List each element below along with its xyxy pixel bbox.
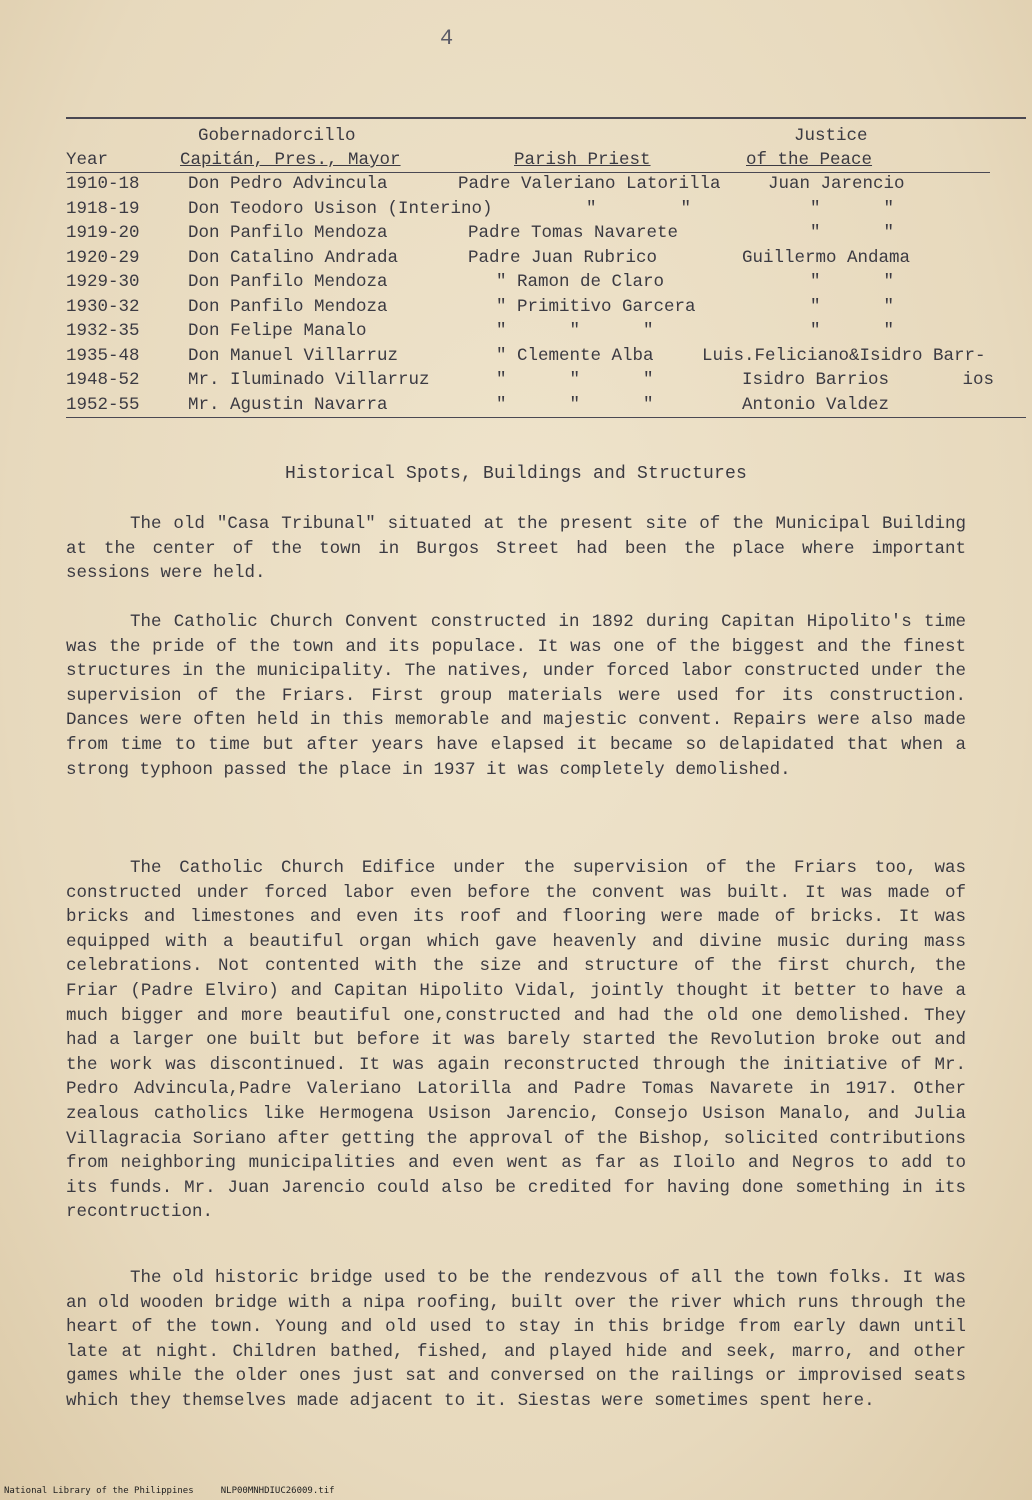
table-row: [66, 344, 1026, 369]
header-capitan: Capitán, Pres., Mayor: [180, 150, 401, 170]
table-top-rule: [66, 117, 1026, 119]
row-justice: " ": [810, 198, 895, 219]
row-year: 1920-29: [66, 247, 140, 268]
row-gobernadorcillo: Don Manuel Villarruz: [188, 345, 399, 366]
paragraph-church-edifice: [66, 856, 966, 1225]
scan-footer: National Library of the Philippines NLP00MNHDIUC26009.tif: [4, 1486, 335, 1496]
table-row: [66, 295, 1026, 320]
row-year: 1919-20: [66, 223, 140, 243]
table-row: [66, 393, 1026, 418]
row-gobernadorcillo: Don Panfilo Mendoza: [188, 223, 388, 243]
header-parish-priest: Parish Priest: [514, 150, 651, 170]
officials-table: [66, 120, 1026, 417]
row-gobernadorcillo: Don Pedro Advincula: [188, 174, 388, 194]
row-justice: Guillermo Andama: [742, 247, 911, 268]
header-of-the-peace: of the Peace: [746, 150, 873, 170]
row-year: 1929-30: [66, 272, 140, 292]
row-parish-priest: Padre Tomas Navarete: [468, 223, 679, 243]
paragraph-text: The old "Casa Tribunal" situated at the present site of the Municipal Building at the center of the town in Burgos Street had been the place where important sessions were held.: [66, 514, 966, 584]
row-justice: Juan Jarencio: [768, 174, 905, 194]
row-gobernadorcillo: Don Catalino Andrada: [188, 247, 399, 268]
row-parish-priest: Padre Valeriano Latorilla: [458, 174, 721, 194]
row-parish-priest: " Primitivo Garcera: [496, 296, 696, 317]
row-year: 1932-35: [66, 321, 140, 341]
row-justice: Antonio Valdez: [742, 394, 890, 415]
paragraph-church-convent: [66, 610, 966, 782]
paragraph-casa-tribunal: [66, 512, 966, 586]
row-justice: " ": [810, 296, 895, 317]
paragraph-historic-bridge: [66, 1266, 966, 1414]
table-rows: [66, 172, 1026, 417]
row-justice: Isidro Barrios ios: [742, 370, 995, 390]
header-justice: Justice: [794, 126, 868, 146]
paragraph-text: The old historic bridge used to be the rendezvous of all the town folks. It was an old wooden bridge with a nipa roofing, built over the river which runs through the heart of the town. Young and old used to stay in this bridge from early dawn until late at night. Children bathed, fished, and played hide and seek, marro, and other games while the older ones just sat and conversed on the railings or improvised seats which they themselves made adjacent to it. Siestas were sometimes spent here.: [66, 1268, 966, 1411]
row-gobernadorcillo: Don Panfilo Mendoza: [188, 296, 388, 317]
paragraph-text: The Catholic Church Edifice under the supervision of the Friars too, was constructed under forced labor even before the convent was built. It was made of bricks and limestones and even its roof and flooring were made of bricks. It was equipped with a beautiful organ which gave heavenly and divine music during mass celebrations. Not contented with the size and structure of the first church, the Friar (Padre Elviro) and Capitan Hipolito Vidal, jointly thought it better to have a much bigger and more beautiful one,constructed and had the old one demolished. They had a larger one built but before it was barely started the Revolution broke out and the work was discontinued. It was again reconstructed through the initiative of Mr. Pedro Advincula,Padre Valeriano Latorilla and Padre Tomas Navarete in 1917. Other zealous catholics like Hermogena Usison Jarencio, Consejo Usison Manalo, and Julia Villagracia Soriano after getting the approval of the Bishop, solicited contributions from neighboring municipalities and even went as far as Iloilo and Negros to add to its funds. Mr. Juan Jarencio could also be credited for having done something in its recontruction.: [66, 858, 966, 1223]
row-year: 1948-52: [66, 370, 140, 390]
row-year: 1910-18: [66, 174, 140, 194]
row-justice: " ": [810, 321, 895, 341]
row-year: 1930-32: [66, 296, 140, 317]
table-row: [66, 319, 1026, 344]
header-year: Year: [66, 150, 109, 170]
row-parish-priest: " " ": [496, 394, 654, 415]
table-bottom-rule: [66, 417, 1026, 418]
row-gobernadorcillo: Mr. Iluminado Villarruz: [188, 370, 430, 390]
row-parish-priest: Padre Juan Rubrico: [468, 247, 658, 268]
row-parish-priest: " Ramon de Claro: [496, 272, 665, 292]
row-parish-priest: " Clemente Alba: [496, 345, 654, 366]
table-row: [66, 246, 1026, 271]
table-row: [66, 368, 1026, 393]
row-parish-priest: " " ": [496, 321, 654, 341]
row-year: 1918-19: [66, 198, 140, 219]
row-justice: " ": [810, 223, 895, 243]
paragraph-text: The Catholic Church Convent constructed in 1892 during Capitan Hipolito's time was the pride of the town and its populace. It was one of the biggest and the finest structures in the municipality. The natives, under forced labor constructed under the supervision of the Friars. First group materials were used for its construction. Dances were often held in this memorable and majestic convent. Repairs were also made from time to time but after years have elapsed it became so delapidated that when a strong typhoon passed the place in 1937 it was completely demolished.: [66, 612, 966, 780]
row-parish-priest: " ": [586, 198, 692, 219]
row-justice: " ": [810, 272, 895, 292]
row-year: 1952-55: [66, 394, 140, 415]
section-heading: Historical Spots, Buildings and Structures: [284, 464, 748, 484]
row-parish-priest: " " ": [496, 370, 654, 390]
table-row: [66, 221, 1026, 246]
row-year: 1935-48: [66, 345, 140, 366]
table-row: [66, 172, 1026, 197]
page-number: 4: [440, 26, 454, 51]
table-row: [66, 270, 1026, 295]
header-gobernadorcillo: Gobernadorcillo: [198, 126, 356, 146]
table-row: [66, 197, 1026, 222]
row-gobernadorcillo: Don Panfilo Mendoza: [188, 272, 388, 292]
row-gobernadorcillo: Mr. Agustin Navarra: [188, 394, 388, 415]
row-gobernadorcillo: Don Felipe Manalo: [188, 321, 367, 341]
row-justice: Luis.Feliciano&Isidro Barr-: [702, 345, 986, 366]
row-gobernadorcillo: Don Teodoro Usison (Interino): [188, 198, 493, 219]
table-header: [66, 120, 1026, 172]
